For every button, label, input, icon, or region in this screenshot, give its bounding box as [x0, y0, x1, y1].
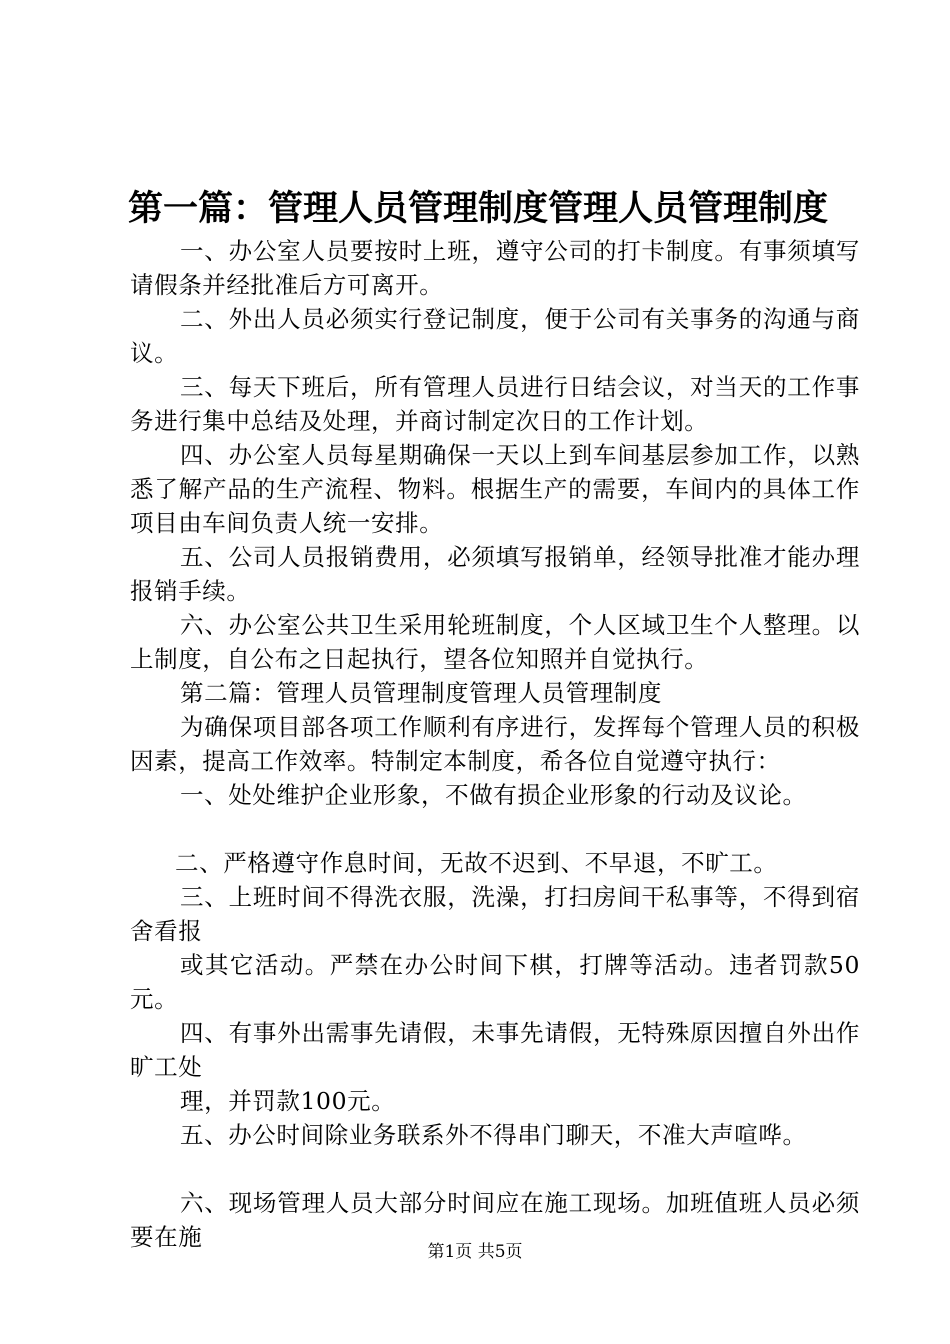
paragraph: 二、严格遵守作息时间，无故不迟到、不早退，不旷工。 [175, 849, 778, 877]
paragraph: 五、公司人员报销费用，必须填写报销单，经领导批准才能办理报销手续。 [130, 543, 860, 605]
spacer [130, 812, 860, 846]
paragraph: 二、外出人员必须实行登记制度，便于公司有关事务的沟通与商议。 [130, 305, 860, 367]
paragraph: 六、办公室公共卫生采用轮班制度，个人区域卫生个人整理。以上制度，自公布之日起执行，望各位知照并自觉执行。 [130, 611, 860, 673]
paragraph: 或其它活动。严禁在办公时间下棋，打牌等活动。违者罚款50元。 [130, 951, 860, 1013]
spacer [130, 1152, 860, 1186]
document-title: 第一篇：管理人员管理制度管理人员管理制度 [128, 188, 829, 229]
paragraph: 三、每天下班后，所有管理人员进行日结会议，对当天的工作事务进行集中总结及处理，并商讨制定次日的工作计划。 [130, 373, 860, 435]
paragraph: 四、有事外出需事先请假，未事先请假，无特殊原因擅自外出作旷工处 [130, 1019, 860, 1081]
paragraph: 理，并罚款100元。 [180, 1087, 396, 1115]
paragraph: 五、办公时间除业务联系外不得串门聊天，不准大声喧哗。 [180, 1121, 807, 1149]
paragraph: 四、办公室人员每星期确保一天以上到车间基层参加工作，以熟悉了解产品的生产流程、物料。根据生产的需要，车间内的具体工作项目由车间负责人统一安排。 [130, 441, 860, 537]
document-body [130, 234, 860, 1254]
section-heading: 第二篇：管理人员管理制度管理人员管理制度 [180, 679, 662, 707]
paragraph: 一、办公室人员要按时上班，遵守公司的打卡制度。有事须填写请假条并经批准后方可离开。 [130, 237, 860, 299]
paragraph: 为确保项目部各项工作顺利有序进行，发挥每个管理人员的积极因素，提高工作效率。特制定本制度，希各位自觉遵守执行： [130, 713, 860, 775]
page-footer: 第1页 共5页 [427, 1242, 523, 1262]
paragraph: 一、处处维护企业形象，不做有损企业形象的行动及议论。 [180, 781, 807, 809]
paragraph: 六、现场管理人员大部分时间应在施工现场。加班值班人员必须要在施 [130, 1189, 860, 1251]
paragraph: 三、上班时间不得洗衣服，洗澡，打扫房间干私事等，不得到宿舍看报 [130, 883, 860, 945]
